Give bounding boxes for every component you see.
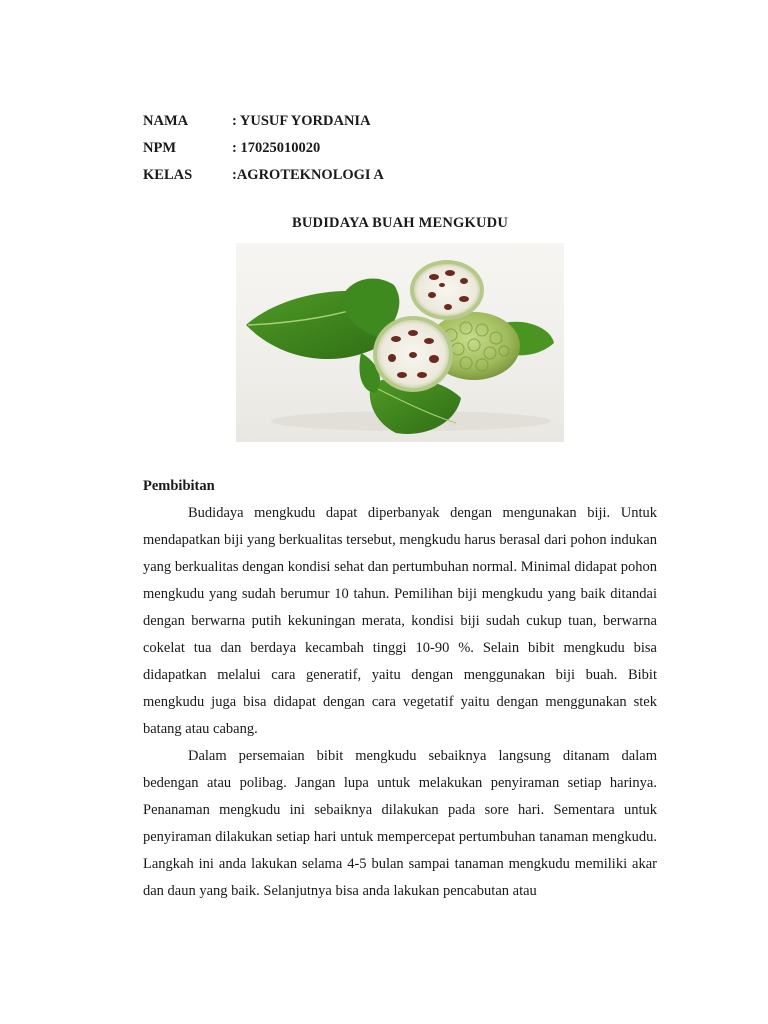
- student-info-row-npm: [143, 135, 643, 162]
- paragraph: Budidaya mengkudu dapat diperbanyak dengan mengunakan biji. Untuk mendapatkan biji yang berkualitas tersebut, mengkudu harus berasal dari pohon indukan yang berkualitas dengan kondisi sehat dan pertumbuhan normal. Minimal didapat pohon mengkudu yang sudah berumur 10 tahun. Pemilihan biji mengkudu yang baik ditandai dengan berwarna putih kekuningan merata, kondisi biji sudah cukup tuan, berwarna cokelat tua dan berdaya kecambah tinggi 10-90 %. Selain bibit mengkudu bisa didapatkan melalui cara generatif, yaitu dengan menggunakan biji buah. Bibit mengkudu juga bisa didapat dengan cara vegetatif yaitu dengan menggunakan stek batang atau cabang.: [143, 505, 657, 737]
- student-info: [143, 108, 643, 189]
- noni-fruit-photo: [236, 243, 564, 442]
- kelas-label: KELAS: [143, 167, 193, 183]
- paragraph: Dalam persemaian bibit mengkudu sebaiknya langsung ditanam dalam bedengan atau polibag. Jangan lupa untuk melakukan penyiraman setiap harinya. Penanaman mengkudu ini sebaiknya dilakukan pada sore hari. Sementara untuk penyiraman dilakukan setiap hari untuk mempercepat pertumbuhan tanaman mengkudu. Langkah ini anda lakukan selama 4-5 bulan sampai tanaman mengkudu memiliki akar dan daun yang baik. Selanjutnya bisa anda lakukan pencabutan atau: [143, 748, 657, 899]
- document-title: BUDIDAYA BUAH MENGKUDU: [291, 215, 509, 231]
- name-label: NAMA: [143, 113, 189, 129]
- name-value: : YUSUF YORDANIA: [232, 113, 371, 129]
- npm-value: : 17025010020: [232, 140, 321, 156]
- student-info-row-kelas: [143, 162, 643, 189]
- student-info-row-name: [143, 108, 643, 135]
- kelas-value: :AGROTEKNOLOGI A: [232, 167, 384, 183]
- section-heading: Pembibitan: [143, 478, 215, 494]
- body-text: [143, 500, 657, 905]
- npm-label: NPM: [143, 140, 177, 156]
